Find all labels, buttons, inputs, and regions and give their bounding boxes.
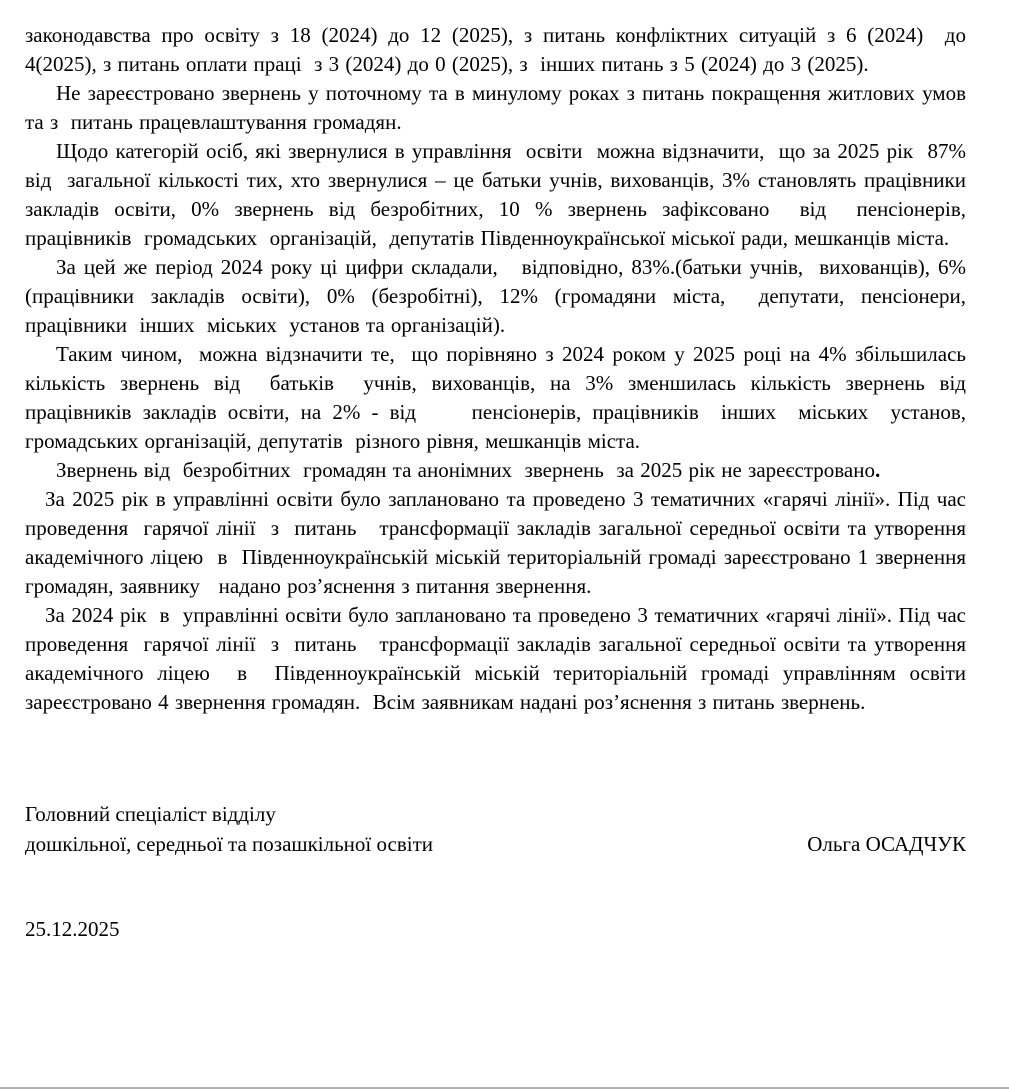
signature-role-text: дошкільної, середньої та позашкільної освіти: [25, 832, 434, 856]
document-date: 25.12.2025: [25, 917, 120, 941]
signature-role-line-1: Головний спеціаліст відділу: [25, 802, 276, 826]
paragraph: Не зареєстровано звернень у поточному та в минулому роках з питань покращення житлових умов та з питань працевлаштування громадян.: [25, 81, 973, 134]
paragraph: [25, 456, 966, 485]
paragraph: За 2025 рік в управлінні освіти було заплановано та проведено 3 тематичних «гарячі лінії». Під час проведення гарячої лінії з питань трансформації закладів загальної середньої освіти та утворення академічного ліцею в Південноукраїнській міській територіальній громаді зареєстровано 1 звернення громадян, заявнику надано роз’яснення з питання звернення.: [25, 487, 979, 598]
paragraph: Щодо категорій осіб, які звернулися в управління освіти можна відзначити, що за 2025 рік 87% від загальної кількості тих, хто звернулися – це батьки учнів, вихованців, 3% становлять працівники закладів освіти, 0% звернень від безробітних, 10 % звернень зафіксовано від пенсіонерів, працівників громадських організацій, депутатів Південноукраїнської міської ради, мешканців міста.: [25, 139, 979, 250]
paragraph-text: Звернень від безробітних громадян та анонімних звернень за 2025 рік не зареєстровано: [56, 458, 875, 482]
paragraph: За 2024 рік в управлінні освіти було заплановано та проведено 3 тематичних «гарячі лінії». Під час проведення гарячої лінії з питань трансформації закладів загальної середньої освіти та утворення академічного ліцею в Південноукраїнській міській територіальній громаді управлінням освіти зареєстровано 4 звернення громадян. Всім заявникам надані роз’яснення з питань звернень.: [25, 603, 979, 714]
signature-role-line-2: [25, 829, 966, 859]
body-text: [25, 21, 979, 717]
paragraph-bold-period: .: [874, 458, 881, 482]
paragraph-continuation: законодавства про освіту з 18 (2024) до 12 (2025), з питань конфліктних ситуацій з 6 (2024) до 4(2025), з питань оплати праці з 3 (2024) до 0 (2025), з інших питань з 5 (2024) до 3 (2025).: [25, 23, 973, 76]
signature-block: [25, 799, 966, 859]
paragraph: Таким чином, можна відзначити те, що порівняно з 2024 роком у 2025 році на 4% збільшилась кількість звернень від батьків учнів, вихованців, на 3% зменшилась кількість звернень від працівників закладів освіти, на 2% - від пенсіонерів, працівників інших міських установ, громадських організацій, депутатів різного рівня, мешканців міста.: [25, 342, 973, 453]
paragraph: За цей же період 2024 року ці цифри складали, відповідно, 83%.(батьки учнів, вихованців), 6% (працівники закладів освіти), 0% (безробітні), 12% (громадяни міста, депутати, пенсіонери, працівники інших міських установ та організацій).: [25, 255, 973, 337]
signature-name: Ольга ОСАДЧУК: [807, 832, 966, 856]
